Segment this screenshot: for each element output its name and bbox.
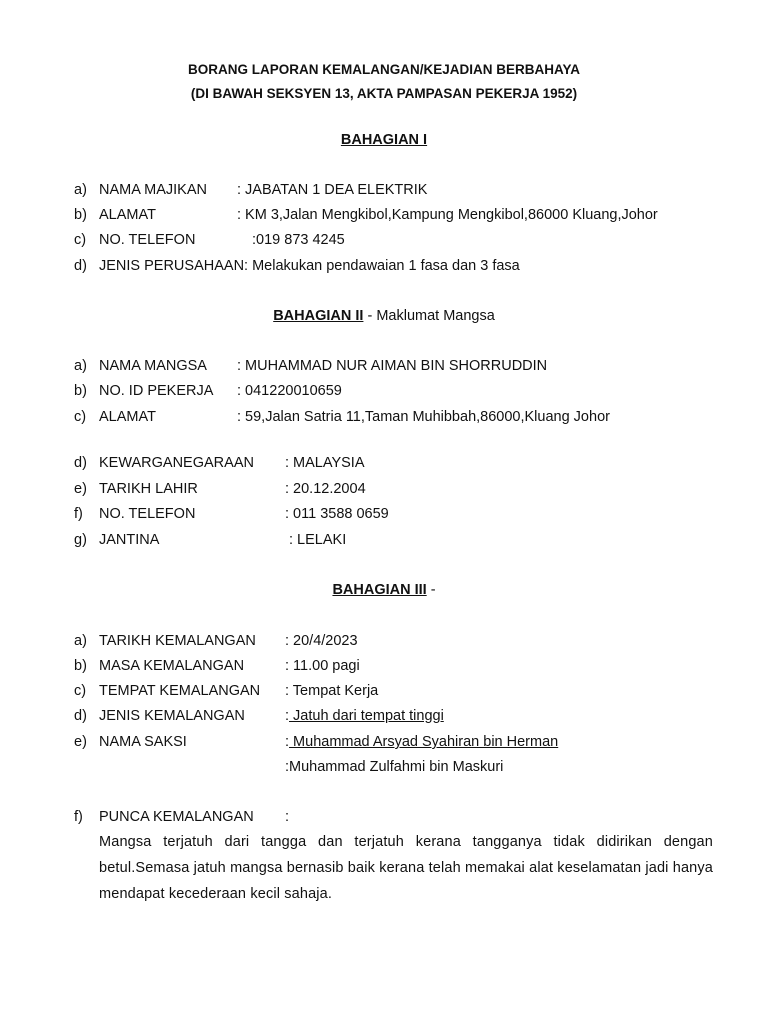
victim-name-value: : MUHAMMAD NUR AIMAN BIN SHORRUDDIN <box>237 358 548 374</box>
accident-type-value: : Jatuh dari tempat tinggi <box>285 708 444 724</box>
gender-value: : LELAKI <box>289 532 347 548</box>
employer-phone-label: NO. TELEFON <box>99 232 196 248</box>
employer-phone-value: :019 873 4245 <box>252 232 345 248</box>
accident-place-label: TEMPAT KEMALANGAN <box>99 683 261 699</box>
victim-phone-value: : 011 3588 0659 <box>285 506 389 522</box>
item-letter: f) <box>74 809 83 825</box>
accident-time-label: MASA KEMALANGAN <box>99 658 245 674</box>
birth-date-label: TARIKH LAHIR <box>99 481 198 497</box>
business-type-line: JENIS PERUSAHAAN: Melakukan pendawaian 1 fasa dan 3 fasa <box>99 258 520 274</box>
item-letter: b) <box>74 383 87 399</box>
citizenship-label: KEWARGANEGARAAN <box>99 455 254 471</box>
item-letter: e) <box>74 481 87 497</box>
victim-phone-label: NO. TELEFON <box>99 506 196 522</box>
gender-label: JANTINA <box>99 532 160 548</box>
item-letter: e) <box>74 734 87 750</box>
item-letter: d) <box>74 258 87 274</box>
employer-name-label: NAMA MAJIKAN <box>99 182 207 198</box>
accident-cause-paragraph: Mangsa terjatuh dari tangga dan terjatuh kerana tangganya tidak didirikan dengan betul.Semasa jatuh mangsa bernasib baik kerana telah memakai alat keselamatan jadi hanya mendapat kecederaan kecil sahaja. <box>99 834 713 902</box>
item-letter: d) <box>74 455 87 471</box>
item-letter: a) <box>74 182 87 198</box>
item-letter: g) <box>74 532 87 548</box>
worker-id-label: NO. ID PEKERJA <box>99 383 214 399</box>
section-1-heading: BAHAGIAN I <box>340 132 428 148</box>
section-3-heading: BAHAGIAN III - <box>332 582 436 598</box>
item-letter: b) <box>74 207 87 223</box>
document-subtitle: (DI BAWAH SEKSYEN 13, AKTA PAMPASAN PEKERJA 1952) <box>190 86 578 101</box>
document-title: BORANG LAPORAN KEMALANGAN/KEJADIAN BERBAHAYA <box>187 62 581 77</box>
accident-cause-label: PUNCA KEMALANGAN <box>99 809 254 825</box>
accident-type-label: JENIS KEMALANGAN <box>99 708 245 724</box>
accident-date-label: TARIKH KEMALANGAN <box>99 633 256 649</box>
employer-address-value: : KM 3,Jalan Mengkibol,Kampung Mengkibol,86000 Kluang,Johor <box>237 207 658 223</box>
item-letter: c) <box>74 683 87 699</box>
witness-label: NAMA SAKSI <box>99 734 187 750</box>
worker-id-value: : 041220010659 <box>237 383 342 399</box>
accident-place-value: : Tempat Kerja <box>285 683 379 699</box>
item-letter: a) <box>74 358 87 374</box>
section-2-heading: BAHAGIAN II - Maklumat Mangsa <box>273 308 495 324</box>
citizenship-value: : MALAYSIA <box>285 455 365 471</box>
item-letter: c) <box>74 409 87 425</box>
victim-address-label: ALAMAT <box>99 409 156 425</box>
accident-time-value: : 11.00 pagi <box>285 658 360 674</box>
birth-date-value: : 20.12.2004 <box>285 481 366 497</box>
accident-cause-colon: : <box>285 809 290 825</box>
employer-address-label: ALAMAT <box>99 207 156 223</box>
witness-value-2: :Muhammad Zulfahmi bin Maskuri <box>285 759 504 775</box>
witness-value-1: : Muhammad Arsyad Syahiran bin Herman <box>285 734 559 750</box>
item-letter: f) <box>74 506 83 522</box>
victim-name-label: NAMA MANGSA <box>99 358 207 374</box>
accident-date-value: : 20/4/2023 <box>285 633 358 649</box>
employer-name-value: : JABATAN 1 DEA ELEKTRIK <box>237 182 428 198</box>
item-letter: d) <box>74 708 87 724</box>
item-letter: b) <box>74 658 87 674</box>
item-letter: a) <box>74 633 87 649</box>
victim-address-value: : 59,Jalan Satria 11,Taman Muhibbah,86000,Kluang Johor <box>237 409 610 425</box>
item-letter: c) <box>74 232 87 248</box>
